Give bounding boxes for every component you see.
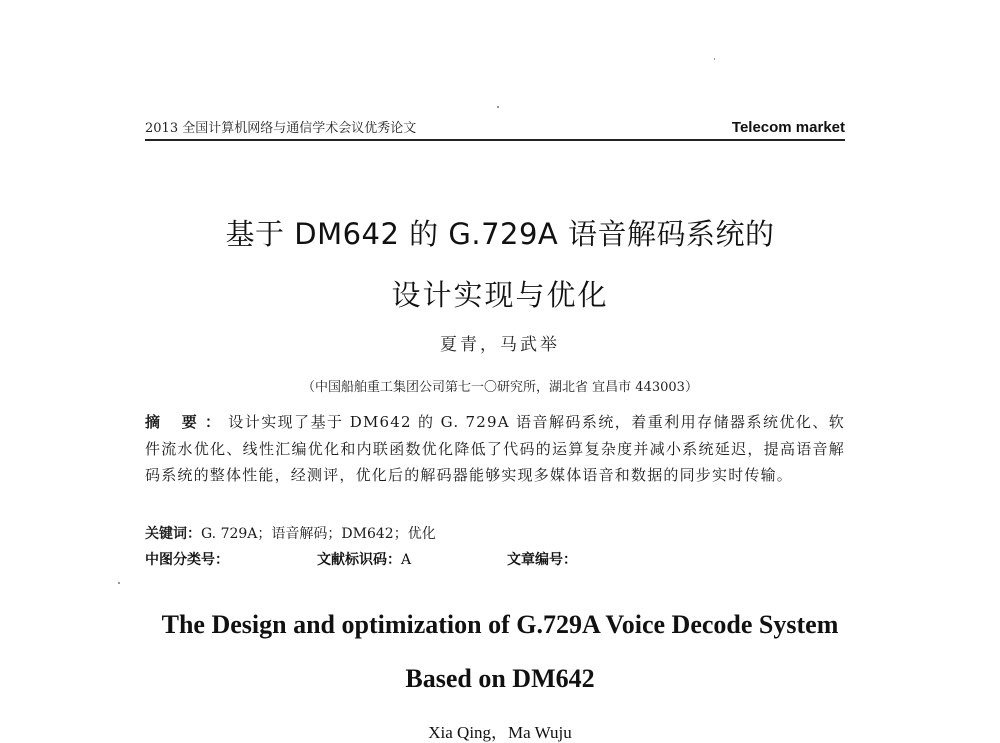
keywords	[145, 523, 436, 543]
english-authors: Xia Qing，Ma Wuju	[428, 723, 572, 742]
classification-row	[145, 549, 845, 571]
conference-name: 2013 全国计算机网络与通信学术会议优秀论文	[145, 121, 417, 136]
authors: 夏青，马武举	[440, 335, 560, 355]
scan-speck	[714, 58, 715, 60]
doc-code-label: 文献标识码：	[317, 552, 401, 568]
article-number-label: 文章编号：	[507, 552, 577, 568]
running-header	[145, 117, 845, 141]
doc-code-value: A	[401, 552, 412, 568]
abstract-label: 摘 要：	[145, 413, 229, 431]
affiliation: （中国船舶重工集团公司第七一〇研究所，湖北省 宜昌市 443003）	[302, 380, 698, 395]
abstract-text: 设计实现了基于 DM642 的 G. 729A 语音解码系统，着重利用存储器系统优化、软件流水优化、线性汇编优化和内联函数优化降低了代码的运算复杂度并减小系统延迟，提高语音解码系统的整体性能，经测评，优化后的解码器能够实现多媒体语音和数据的同步实时传输。	[145, 413, 845, 484]
scan-speck	[497, 106, 499, 108]
doc-code	[317, 549, 411, 569]
journal-name: Telecom market	[731, 119, 845, 136]
abstract	[145, 409, 845, 489]
scan-speck	[118, 582, 120, 584]
paper-title-line-2: 设计实现与优化	[391, 278, 609, 312]
keywords-text: G. 729A；语音解码；DM642；优化	[201, 526, 436, 542]
clc-label: 中图分类号：	[145, 552, 229, 568]
english-title-line-1: The Design and optimization of G.729A Voice Decode System	[161, 610, 839, 639]
english-title-line-2: Based on DM642	[405, 664, 595, 693]
keywords-label: 关键词：	[145, 526, 201, 542]
paper-title-line-1: 基于 DM642 的 G.729A 语音解码系统的	[225, 217, 775, 251]
